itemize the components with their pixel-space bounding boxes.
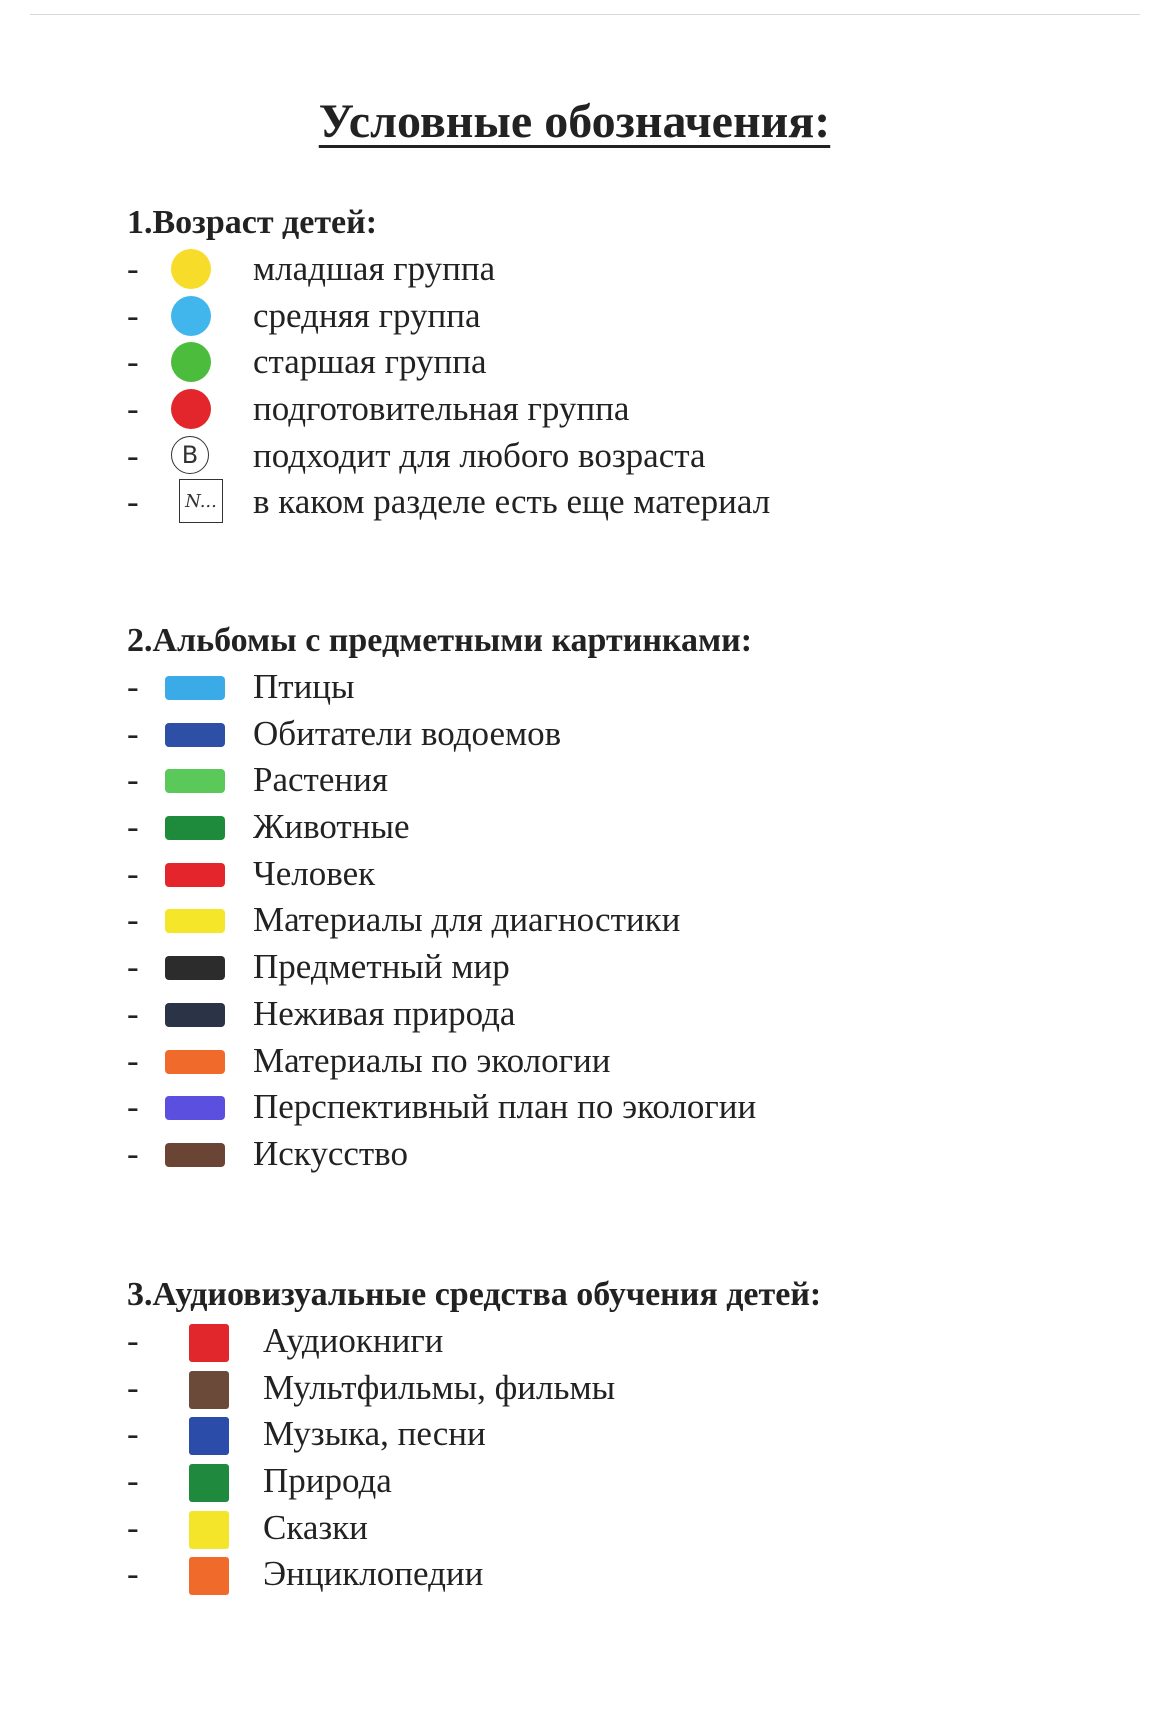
red-bar-icon (165, 863, 225, 887)
red-square-icon (189, 1324, 229, 1362)
legend-item-junior: - младшая группа (127, 249, 496, 288)
orange-square-icon (189, 1557, 229, 1595)
numbered-box-icon: N... (179, 479, 223, 523)
legend-item-ecology-materials: - Материалы по экологии (127, 1040, 611, 1080)
section-audiovisual (127, 1272, 821, 1598)
page-title: Условные обозначения: (318, 95, 831, 148)
top-rule (30, 14, 1140, 15)
legend-item-water-life: - Обитатели водоемов (127, 713, 562, 753)
blue-circle-icon (171, 296, 211, 336)
navy-bar-icon (165, 1003, 225, 1027)
yellow-circle-icon (171, 249, 211, 289)
legend-item-senior: - старшая группа (127, 342, 487, 382)
green-circle-icon (171, 342, 211, 382)
yellow-bar-icon (165, 909, 225, 933)
section-age (127, 200, 771, 526)
yellow-square-icon (189, 1511, 229, 1549)
section-heading: 3.Аудиовизуальные средства обучения детей: (127, 1276, 822, 1313)
dark-green-bar-icon (165, 816, 225, 840)
legend-item-human: - Человек (127, 853, 376, 893)
blue-square-icon (189, 1417, 229, 1455)
legend-item-other-section: - N... в каком разделе есть еще материал (127, 479, 377, 526)
legend-item-music: - Музыка, песни (127, 1414, 486, 1454)
dark-blue-bar-icon (165, 723, 225, 747)
section-albums (127, 618, 757, 1178)
light-blue-bar-icon (165, 676, 225, 700)
legend-item-ecology-plan: - Перспективный план по экологии (127, 1087, 757, 1127)
legend-item-fairy-tales: - Сказки (127, 1507, 368, 1547)
legend-item-diagnostics: - Материалы для диагностики (127, 900, 681, 940)
legend-item-art: - Искусство (127, 1133, 408, 1173)
legend-item-middle: - средняя группа (127, 295, 481, 335)
legend-item-inanimate-nature: - Неживая природа (127, 993, 516, 1033)
red-circle-icon (171, 389, 211, 429)
brown-square-icon (189, 1371, 229, 1409)
black-bar-icon (165, 956, 225, 980)
legend-item-audiobooks: - Аудиокниги (127, 1321, 444, 1360)
legend-item-plants: - Растения (127, 760, 388, 800)
legend-item-birds: - Птицы (127, 667, 355, 706)
section-heading: 1.Возраст детей: (127, 204, 378, 241)
legend-item-encyclopedias: - Энциклопедии (127, 1554, 484, 1594)
legend-item-nature: - Природа (127, 1461, 392, 1501)
legend-item-any-age: - B подходит для любого возраста (127, 435, 706, 475)
legend-item-object-world: - Предметный мир (127, 947, 510, 987)
section-heading: 2.Альбомы с предметными картинками: (127, 622, 753, 659)
orange-bar-icon (165, 1050, 225, 1074)
green-square-icon (189, 1464, 229, 1502)
legend-item-films: - Мультфильмы, фильмы (127, 1367, 616, 1407)
legend-item-animals: - Животные (127, 807, 410, 847)
brown-bar-icon (165, 1143, 225, 1167)
legend-item-preparatory: - подготовительная группа (127, 389, 630, 429)
circled-letter-icon: B (171, 436, 209, 474)
violet-bar-icon (165, 1096, 225, 1120)
light-green-bar-icon (165, 769, 225, 793)
